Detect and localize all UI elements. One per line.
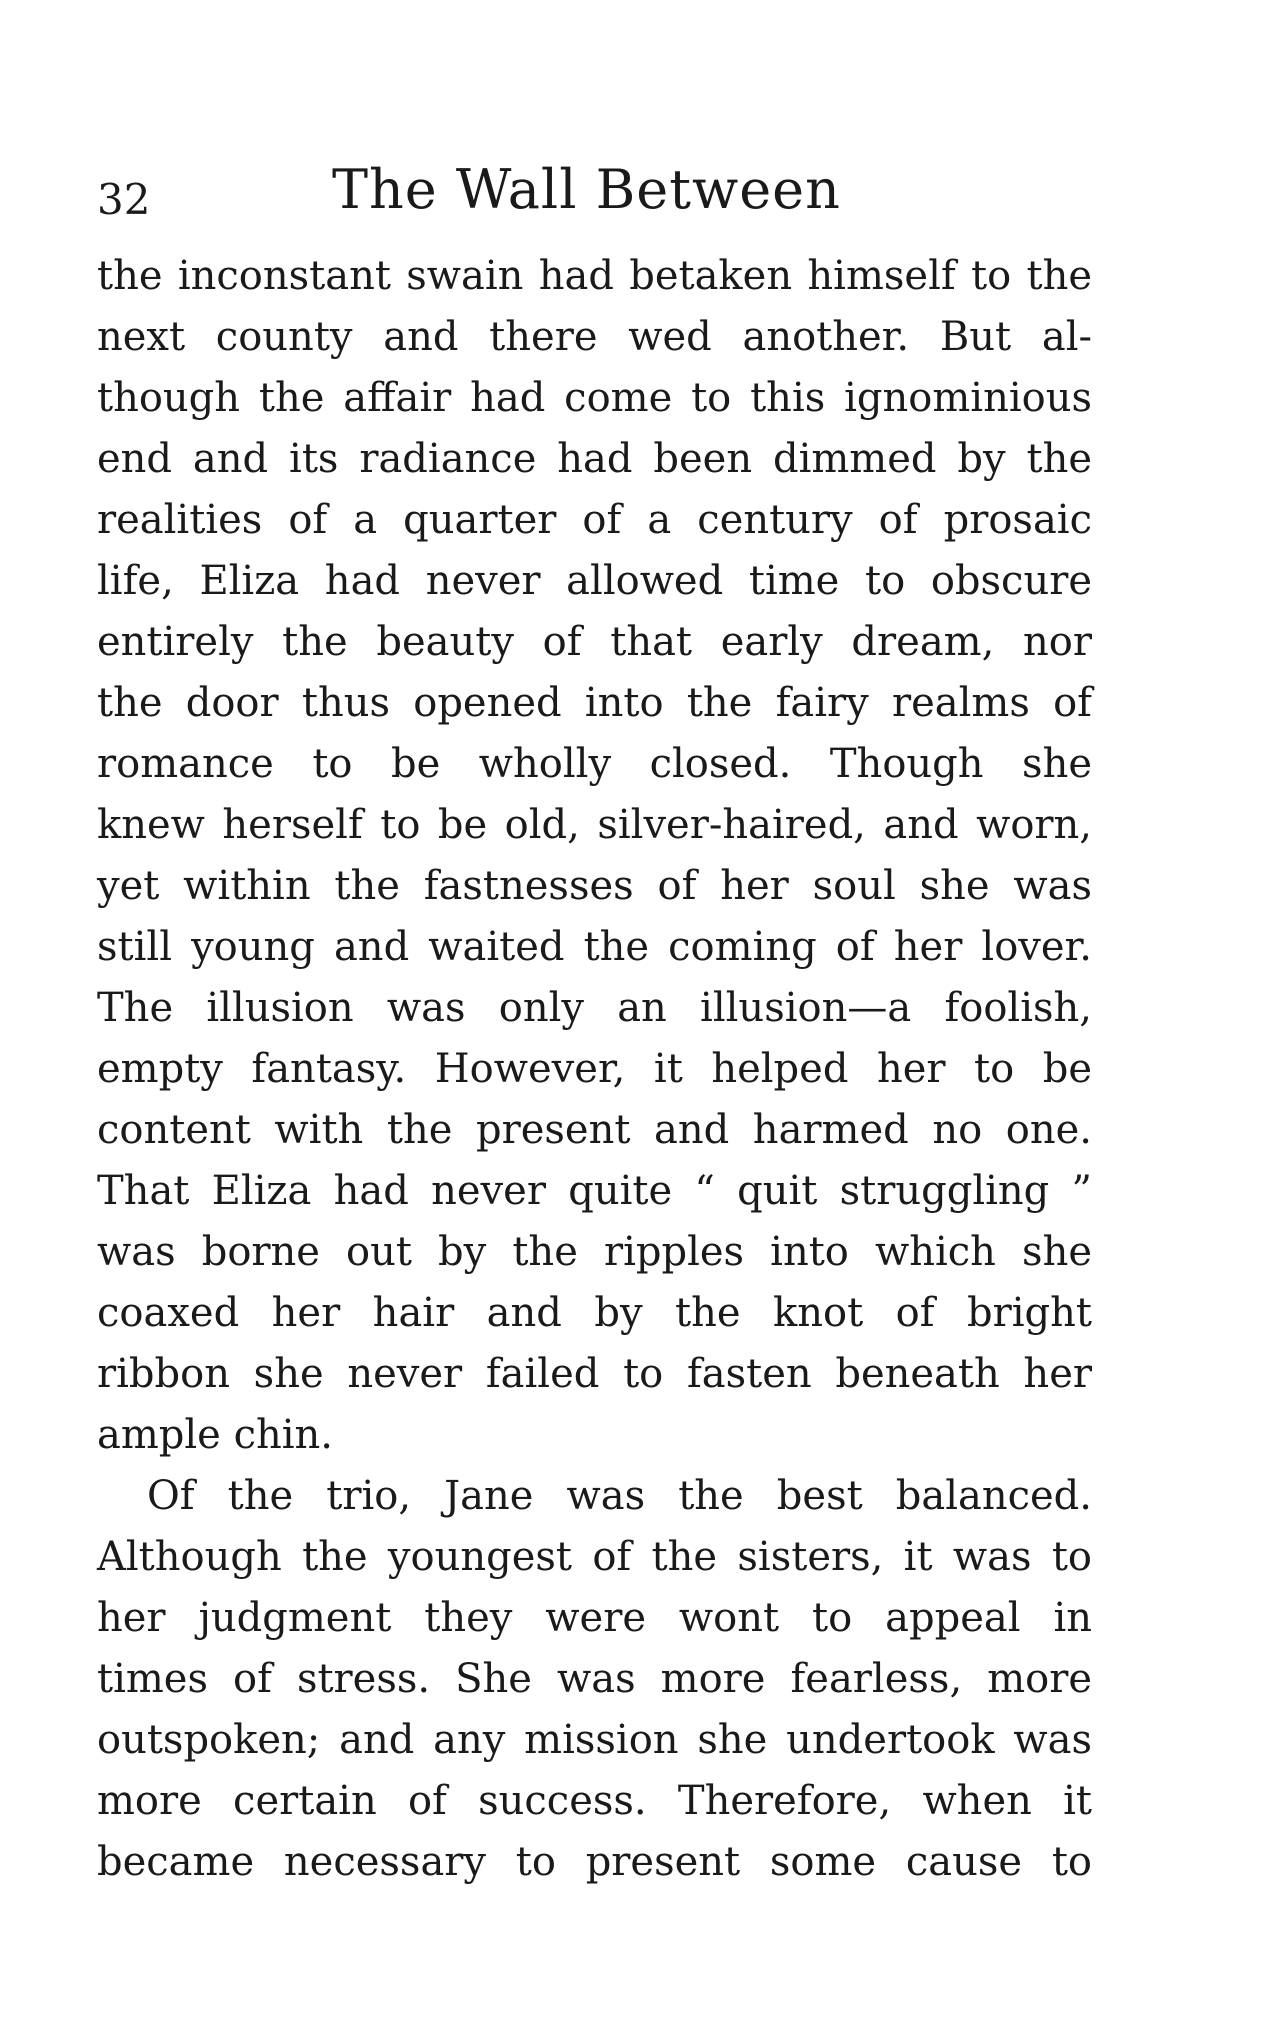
text-line: next county and there wed another. But al- <box>97 314 1092 360</box>
text-line: outspoken; and any mission she undertook was <box>97 1717 1092 1763</box>
running-title: The Wall Between <box>332 158 841 221</box>
text-line: Although the youngest of the sisters, it was to <box>97 1534 1092 1580</box>
text-line: the door thus opened into the fairy realms of <box>97 680 1092 726</box>
text-line: content with the present and harmed no one. <box>97 1107 1092 1153</box>
text-line: knew herself to be old, silver-haired, and worn, <box>97 802 1092 848</box>
text-line: became necessary to present some cause to <box>97 1839 1092 1885</box>
text-line: The illusion was only an illusion—a foolish, <box>97 985 1092 1031</box>
text-line: still young and waited the coming of her lover. <box>97 924 1092 970</box>
text-line: her judgment they were wont to appeal in <box>97 1595 1092 1641</box>
running-head <box>97 150 1097 230</box>
text-line: entirely the beauty of that early dream, nor <box>97 619 1092 665</box>
text-line: though the affair had come to this ignominious <box>97 375 1092 421</box>
text-line: yet within the fastnesses of her soul she was <box>97 863 1092 909</box>
text-line: That Eliza had never quite “ quit struggling ” <box>97 1168 1092 1214</box>
body-text <box>97 246 1092 1893</box>
text-line: ribbon she never failed to fasten beneath her <box>97 1351 1092 1397</box>
text-line: Of the trio, Jane was the best balanced. <box>147 1473 1092 1519</box>
text-line: romance to be wholly closed. Though she <box>97 741 1092 787</box>
text-line: coaxed her hair and by the knot of bright <box>97 1290 1092 1336</box>
text-line: was borne out by the ripples into which she <box>97 1229 1092 1275</box>
text-line: end and its radiance had been dimmed by the <box>97 436 1092 482</box>
text-line: empty fantasy. However, it helped her to be <box>97 1046 1092 1092</box>
text-line: the inconstant swain had betaken himself to the <box>97 253 1092 299</box>
text-line: realities of a quarter of a century of prosaic <box>97 497 1092 543</box>
text-line: times of stress. She was more fearless, more <box>97 1656 1092 1702</box>
text-line: life, Eliza had never allowed time to obscure <box>97 558 1092 604</box>
text-line: more certain of success. Therefore, when it <box>97 1778 1092 1824</box>
text-line: ample chin. <box>97 1412 333 1458</box>
page-number: 32 <box>97 175 151 224</box>
